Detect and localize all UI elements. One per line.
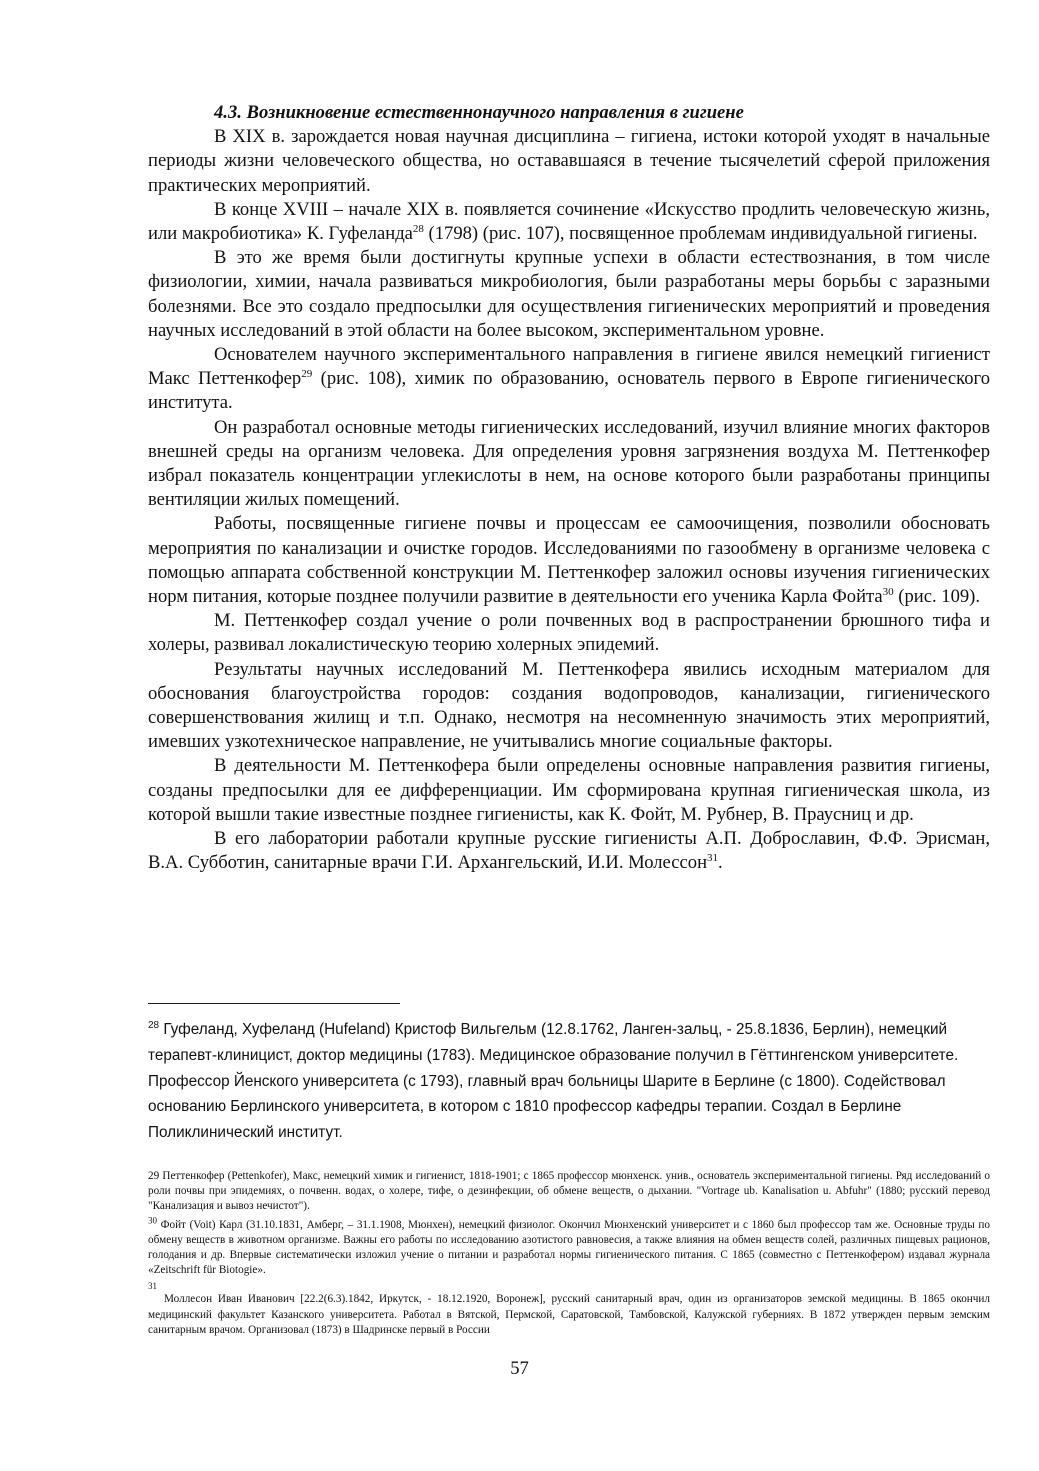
- footnote-separator: [148, 1003, 400, 1004]
- paragraph-text: В XIX в. зарождается новая научная дисциплина – гигиена, истоки которой уходят в начальные периоды жизни человеческого общества, но остававшаяся в течение тысячелетий сферой приложения практических мероприятий.: [148, 126, 990, 196]
- footnote-text: Фойт (Voit) Карл (31.10.1831, Амберг, – 31.1.1908, Мюнхен), немецкий физиолог. Окончил Мюнхенский университет и с 1860 был профессор там же. Основные труды по обмену веществ в животном организме. Важны его работы по исследованию азотистого равновесия, а также влияния на обмен веществ солей, различных пищевых рационов, голодания и др. Впервые систематически изложил учение о питании и разработал нормы гигиенического питания. С 1865 (совместно с Петтенкофером) издавал журнала «Zeitschrift für Biotogie».: [148, 1218, 990, 1277]
- paragraph-2: [148, 198, 990, 246]
- paragraph-10: [148, 827, 990, 875]
- footnote-text: 29 Петтенкофер (Pettenkofer), Макс, немецкий химик и гигиенист, 1818-1901; с 1865 профессор мюнхенск. унив., основатель экспериментальной гигиены. Ряд исследований о роли почвы при эпидемиях, о почвенн. водах, о холере, тифе, о дезинфекции, об обмене веществ, о дыхании. "Vortrage ub. Kanalisation u. Abfuhr" (1880; русский перевод "Канализация и вывоз нечистот").: [148, 1170, 990, 1213]
- paragraph-text: Основателем научного экспериментального направления в гигиене явился немецкий гигиенист Макс Петтенкофер: [148, 344, 990, 390]
- footnote-text: Моллесон Иван Иванович [22.2(6.3).1842, Иркутск, - 18.12.1920, Воронеж], русский санитарный врач, один из организаторов земской медицины. В 1865 окончил медицинский факультет Казанского университета. Работал в Вятской, Пермской, Саратовской, Тамбовской, Калужской губерниях. В 1872 утвержден первым земским санитарным врачом. Организовал (1873) в Шадринске первый в России: [148, 1293, 990, 1336]
- paragraph-1: [148, 125, 990, 198]
- main-text: [148, 101, 990, 876]
- paragraph-text-continued: (рис. 108), химик по образованию, основатель первого в Европе гигиенического института.: [148, 368, 990, 414]
- paragraph-text: В его лаборатории работали крупные русские гигиенисты А.П. Доброславин, Ф.Ф. Эрисман, В.А. Субботин, санитарные врачи Г.И. Архангельский, И.И. Молессон: [148, 828, 990, 874]
- paragraph-5: [148, 416, 990, 513]
- paragraph-6: [148, 512, 990, 609]
- paragraph-text: Результаты научных исследований М. Петтенкофера явились исходным материалом для обоснования благоустройства городов: создания водопроводов, канализации, гигиенического совершенствования жилищ и т.п. Однако, несмотря на несомненную значимость этих мероприятий, имевших узкотехническое направление, не учитывались многие социальные факторы.: [148, 658, 990, 753]
- footnote-30: [148, 1214, 990, 1279]
- footnote-29: [148, 1169, 990, 1215]
- paragraph-text: В конце XVIII – начале XIX в. появляется сочинение «Искусство продлить человеческую жизнь, или макробиотика» К. Гуфеланда: [148, 198, 990, 245]
- section-heading: 4.3. Возникновение естественнонаучного направления в гигиене: [214, 102, 744, 123]
- footnotes-small: [148, 1169, 990, 1341]
- footnote-ref-29[interactable]: 29: [301, 368, 313, 381]
- paragraph-text: В деятельности М. Петтенкофера были определены основные направления развития гигиены, созданы предпосылки для ее дифференциации. Им сформирована крупная гигиеническая школа, из которой вышли такие известные позднее гигиенисты, как К. Фойт, М. Рубнер, В. Праусниц и др.: [148, 755, 990, 825]
- paragraph-text-continued: .: [718, 852, 723, 874]
- paragraph-text: В это же время были достигнуты крупные успехи в области естествознания, в том числе физиологии, химии, начала развиваться микробиология, были разработаны меры борьбы с заразными болезнями. Все это создало предпосылки для осуществления гигиенических мероприятий и проведения научных исследований в этой области на более высоком, экспериментальном уровне.: [148, 247, 990, 341]
- paragraph-text: Он разработал основные методы гигиенических исследований, изучил влияние многих факторов внешней среды на организм человека. Для определения уровня загрязнения воздуха М. Петтенкофер избрал показатель концентрации углекислоты в нем, на основе которого были разработаны принципы вентиляции жилых помещений.: [148, 416, 990, 511]
- footnote-ref-30[interactable]: 30: [882, 585, 894, 598]
- paragraph-text: М. Петтенкофер создал учение о роли почвенных вод в распространении брюшного тифа и холеры, развивал локалистическую теорию холерных эпидемий.: [148, 610, 990, 656]
- paragraph-text-continued: (1798) (рис. 107), посвященное проблемам индивидуальной гигиены.: [423, 223, 978, 245]
- paragraph-text-continued: (рис. 109).: [893, 586, 981, 608]
- paragraph-8: [148, 658, 990, 755]
- footnote-ref-28[interactable]: 28: [412, 222, 424, 235]
- footnote-number: 28: [148, 1019, 160, 1031]
- paragraph-4: [148, 343, 990, 416]
- footnote-31: [148, 1281, 990, 1338]
- footnote-28: [148, 1017, 990, 1146]
- paragraph-7: [148, 609, 990, 657]
- paragraph-text: Работы, посвященные гигиене почвы и процессам ее самоочищения, позволили обосновать мероприятия по канализации и очистке городов. Исследованиями по газообмену в организме человека с помощью аппарата собственной конструкции М. Петтенкофер заложил основы изучения гигиенических норм питания, которые позднее получили развитие в деятельности его ученика Карла Фойта: [148, 513, 990, 608]
- footnote-number: 30: [148, 1214, 157, 1225]
- footnote-ref-31[interactable]: 31: [707, 852, 719, 865]
- footnote-text: Гуфеланд, Хуфеланд (Hufeland) Кристоф Вильгельм (12.8.1762, Ланген-зальц, - 25.8.1836, Берлин), немецкий терапевт-клиницист, доктор медицины (1783). Медицинское образование получил в Гёттингенском университете. Профессор Йенского университета (с 1793), главный врач больницы Шарите в Берлине (с 1800). Содействовал основанию Берлинского университета, в котором с 1810 профессор кафедры терапии. Создал в Берлине Поликлинический институт.: [148, 1021, 959, 1142]
- paragraph-9: [148, 754, 990, 827]
- footnote-number: 31: [148, 1281, 157, 1292]
- paragraph-3: [148, 246, 990, 343]
- page-number: 57: [510, 1358, 529, 1379]
